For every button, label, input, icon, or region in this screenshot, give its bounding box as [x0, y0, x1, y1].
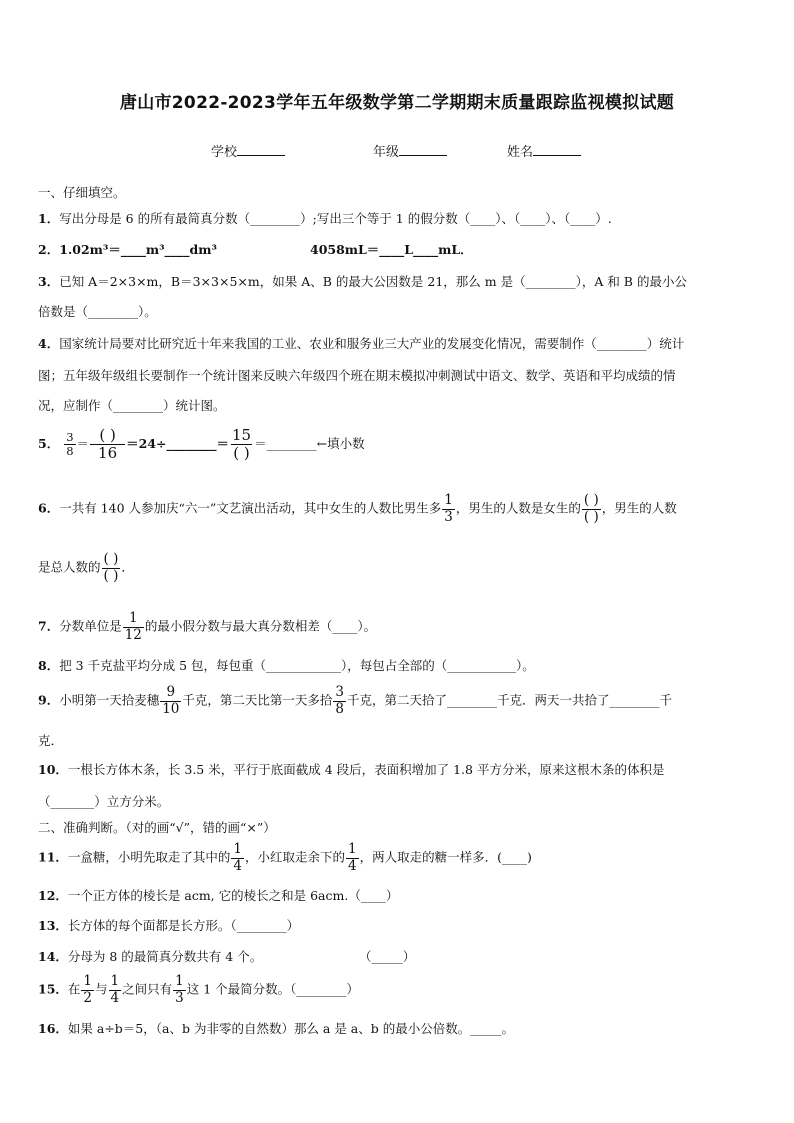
- question-2: [38, 240, 217, 258]
- question-6-line-2: [38, 553, 134, 583]
- question-12: [38, 886, 398, 904]
- question-text: 千克，第二天拾了________千克．两天一共拾了________千: [347, 692, 673, 708]
- question-text: 写出分母是 6 的所有最简真分数（________）;写出三个等于 1 的假分数（____）、（____）、（____）.: [59, 211, 612, 226]
- question-number: 12．: [38, 888, 68, 903]
- fraction-1-3: $\frac{1}{3}$: [175, 973, 184, 1006]
- fraction-1-2: $\frac{1}{2}$: [83, 973, 93, 1006]
- grade-field: [373, 141, 447, 160]
- question-text: 一共有 140 人参加庆“六一”文艺演出活动，其中女生的人数比男生多: [59, 500, 442, 516]
- question-11: [38, 843, 532, 873]
- question-text: 小明第一天拾麦穗: [59, 692, 160, 708]
- question-number: 6．: [38, 500, 60, 516]
- question-number: 9．: [38, 692, 60, 708]
- fraction-blank: $\frac{( )}{( )}$: [103, 551, 119, 584]
- question-3-line-1: [38, 272, 687, 290]
- question-number: 7．: [38, 618, 60, 634]
- question-number: 13．: [38, 918, 68, 933]
- question-number: 5．: [38, 436, 60, 451]
- equals-sign: ＝: [76, 436, 90, 451]
- fraction-blank-over-16: $\frac{( )}{16}$: [90, 428, 125, 461]
- question-6-line-1: [38, 494, 677, 524]
- question-16: [38, 1019, 514, 1037]
- question-text: 国家统计局要对比研究近十年来我国的工业、农业和服务业三大产业的发展变化情况，需要制作（________）统计: [59, 336, 685, 351]
- question-text: 与: [95, 981, 108, 997]
- question-text: 千克，第二天比第一天多拾: [182, 692, 333, 708]
- grade-blank: [399, 143, 447, 156]
- question-text: 是总人数的: [38, 559, 101, 575]
- question-5: [38, 428, 365, 461]
- question-4-line-3: 况，应制作（________）统计图。: [38, 398, 226, 413]
- question-text: 如果 a÷b＝5，（a、b 为非零的自然数）那么 a 是 a、b 的最小公倍数。_____。: [67, 1021, 514, 1036]
- question-number: 8．: [38, 658, 60, 673]
- question-8: [38, 656, 535, 674]
- question-text: ，小红取走余下的: [245, 849, 346, 865]
- question-text: ．: [121, 559, 134, 575]
- question-3-line-2: 倍数是（________）。: [38, 304, 157, 319]
- question-text: 一根长方体木条，长 3.5 米，平行于底面截成 4 段后，表面积增加了 1.8 平方分米，原来这根木条的体积是: [67, 762, 665, 777]
- question-2-part-b: 4058mL＝____L____mL．: [310, 242, 473, 257]
- fraction-15-over-blank: $\frac{15}{( )}$: [232, 426, 252, 462]
- question-text: 分母为 8 的最简真分数共有 4 个。: [67, 949, 263, 964]
- decimal-blank: ＝________←填小数: [254, 436, 365, 451]
- fraction-1-4: $\frac{1}{4}$: [110, 973, 120, 1006]
- question-1: [38, 209, 612, 227]
- exam-title: 唐山市2022-2023学年五年级数学第二学期期末质量跟踪监视模拟试题: [119, 93, 675, 113]
- section-2-heading: 二、准确判断。（对的画“√”，错的画“×”）: [38, 820, 276, 835]
- fraction-1-12: $\frac{1}{12}$: [124, 610, 142, 643]
- question-text: ，男生的人数是女生的: [455, 500, 581, 516]
- question-text: 之间只有: [122, 981, 173, 997]
- name-field: [507, 141, 581, 160]
- question-number: 4．: [38, 336, 60, 351]
- question-text: ，两人取走的糖一样多．(____): [359, 849, 532, 865]
- fraction-1-4: $\frac{1}{4}$: [348, 841, 357, 874]
- question-text: 已知 A＝2×3×m，B＝3×3×5×m，如果 A、B 的最大公因数是 21，那么 m 是（________），A 和 B 的最小公: [59, 274, 687, 289]
- name-blank: [533, 143, 581, 156]
- question-14: [38, 947, 262, 965]
- question-number: 3．: [38, 274, 60, 289]
- question-4-line-2: 图；五年级年级组长要制作一个统计图来反映六年级四个班在期末模拟冲刺测试中语文、数学、英语和平均成绩的情: [38, 368, 676, 383]
- question-text: 把 3 千克盐平均分成 5 包，每包重（____________），每包占全部的（___________）。: [59, 658, 535, 673]
- question-10-line-1: [38, 760, 664, 778]
- question-text: 分数单位是: [59, 618, 122, 634]
- fraction-3-8: $\frac{3}{8}$: [66, 429, 74, 458]
- question-text: 的最小假分数与最大真分数相差（____）。: [144, 618, 377, 634]
- question-number: 15．: [38, 981, 68, 997]
- division-expression: ＝24÷________＝: [126, 436, 229, 451]
- question-text: 这 1 个最简分数。（________）: [186, 981, 359, 997]
- question-13: [38, 916, 299, 934]
- question-text: 在: [67, 981, 81, 997]
- question-text: 一个正方体的棱长是 acm, 它的棱长之和是 6acm.（____）: [67, 888, 399, 903]
- school-field: [211, 141, 285, 160]
- question-9-line-1: [38, 686, 672, 716]
- question-number: 11．: [38, 849, 68, 865]
- question-9-line-2: 克．: [38, 733, 64, 748]
- question-4-line-1: [38, 334, 684, 352]
- section-1-heading: 一、仔细填空。: [38, 185, 126, 200]
- name-label: 姓名: [507, 145, 534, 160]
- question-number: 1．: [38, 211, 60, 226]
- school-label: 学校: [211, 145, 238, 160]
- question-10-line-2: （_______）立方分米。: [38, 794, 170, 809]
- question-text: 一盒糖，小明先取走了其中的: [67, 849, 231, 865]
- question-7: [38, 612, 376, 642]
- fraction-3-8: $\frac{3}{8}$: [335, 684, 345, 717]
- question-14-answer-blank: （_____）: [359, 949, 416, 964]
- fraction-1-3: $\frac{1}{3}$: [444, 492, 453, 525]
- question-number: 14．: [38, 949, 68, 964]
- question-number: 2．: [38, 242, 60, 257]
- fraction-9-10: $\frac{9}{10}$: [162, 684, 180, 717]
- grade-label: 年级: [373, 145, 400, 160]
- question-text: 长方体的每个面都是长方形。（________）: [67, 918, 300, 933]
- question-15: [38, 975, 359, 1005]
- school-blank: [237, 143, 285, 156]
- question-text-part-a: 1.02m³＝____m³____dm³: [59, 242, 217, 257]
- question-number: 16．: [38, 1021, 68, 1036]
- question-number: 10．: [38, 762, 68, 777]
- fraction-1-4: $\frac{1}{4}$: [233, 841, 243, 874]
- question-text: ，男生的人数: [601, 500, 677, 516]
- fraction-blank: $\frac{( )}{( )}$: [583, 492, 599, 525]
